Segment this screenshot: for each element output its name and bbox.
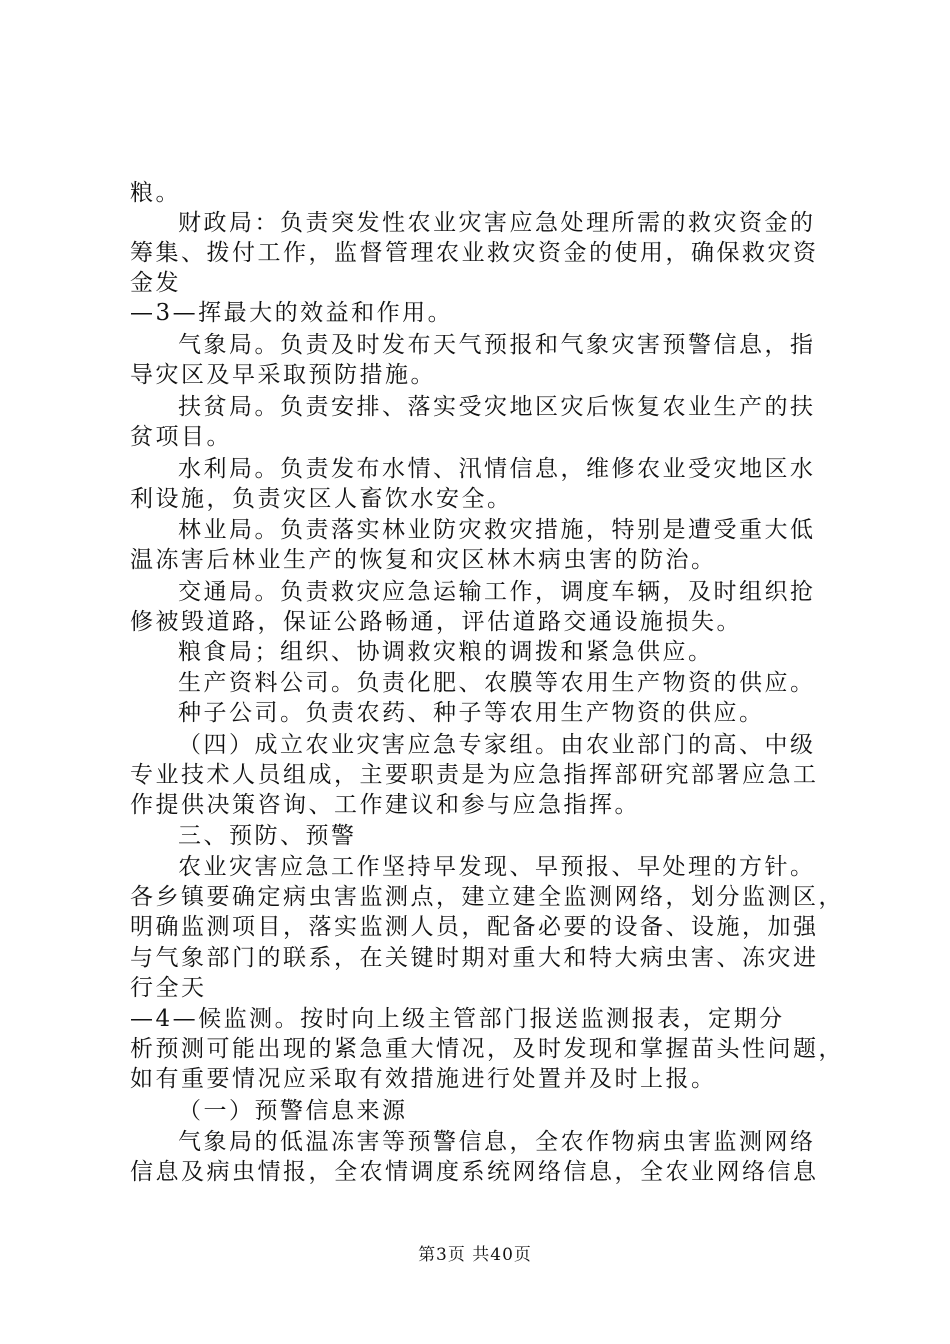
text-line: 粮食局；组织、协调救灾粮的调拨和紧急供应。 (178, 639, 714, 665)
text-line: 粮。 (130, 180, 181, 206)
text-line: 利设施，负责灾区人畜饮水安全。 (130, 486, 513, 512)
text-line: 明确监测项目，落实监测人员，配备必要的设备、设施，加强 (130, 914, 819, 940)
text-line: 导灾区及早采取预防措施。 (130, 362, 436, 388)
text-line: 农业灾害应急工作坚持早发现、早预报、早处理的方针。 (178, 854, 816, 880)
text-line: 各乡镇要确定病虫害监测点，建立建全监测网络，划分监测区， (130, 884, 844, 910)
page-footer: 第3页 共40页 (418, 1245, 532, 1265)
text-line: 水利局。负责发布水情、汛情信息，维修农业受灾地区水 (178, 456, 816, 482)
text-line: （四）成立农业灾害应急专家组。由农业部门的高、中级 (178, 732, 816, 758)
text-line: 筹集、拨付工作，监督管理农业救灾资金的使用，确保救灾资 (130, 240, 819, 266)
text-line: 气象局。负责及时发布天气预报和气象灾害预警信息，指 (178, 332, 816, 358)
text-line: 种子公司。负责农药、种子等农用生产物资的供应。 (178, 700, 765, 726)
text-line: 交通局。负责救灾应急运输工作，调度车辆，及时组织抢 (178, 579, 816, 605)
subsection-heading: （一）预警信息来源 (178, 1098, 408, 1124)
text-line: 修被毁道路，保证公路畅通，评估道路交通设施损失。 (130, 609, 742, 635)
text-line: 生产资料公司。负责化肥、农膜等农用生产物资的供应。 (178, 670, 816, 696)
text-line: 贫项目。 (130, 424, 232, 450)
text-line: 温冻害后林业生产的恢复和灾区林木病虫害的防治。 (130, 547, 717, 573)
text-line: 如有重要情况应采取有效措施进行处置并及时上报。 (130, 1066, 717, 1092)
section-heading: 三、预防、预警 (178, 823, 357, 849)
text-line: 金发 (130, 270, 181, 296)
text-line: 析预测可能出现的紧急重大情况，及时发现和掌握苗头性问题， (130, 1036, 844, 1062)
text-line: 财政局：负责突发性农业灾害应急处理所需的救灾资金的 (178, 210, 816, 236)
text-line: 行全天 (130, 975, 207, 1001)
text-line: 信息及病虫情报，全农情调度系统网络信息，全农业网络信息 (130, 1159, 819, 1185)
text-line: 专业技术人员组成，主要职责是为应急指挥部研究部署应急工 (130, 762, 819, 788)
text-line: 作提供决策咨询、工作建议和参与应急指挥。 (130, 792, 640, 818)
page-marker-line: —3—挥最大的效益和作用。 (130, 300, 454, 326)
text-line: 林业局。负责落实林业防灾救灾措施，特别是遭受重大低 (178, 517, 816, 543)
page-marker-line: —4—候监测。按时向上级主管部门报送监测报表，定期分 (130, 1006, 785, 1032)
text-line: 扶贫局。负责安排、落实受灾地区灾后恢复农业生产的扶 (178, 394, 816, 420)
text-line: 气象局的低温冻害等预警信息，全农作物病虫害监测网络 (178, 1129, 816, 1155)
text-line: 与气象部门的联系，在关键时期对重大和特大病虫害、冻灾进 (130, 945, 819, 971)
